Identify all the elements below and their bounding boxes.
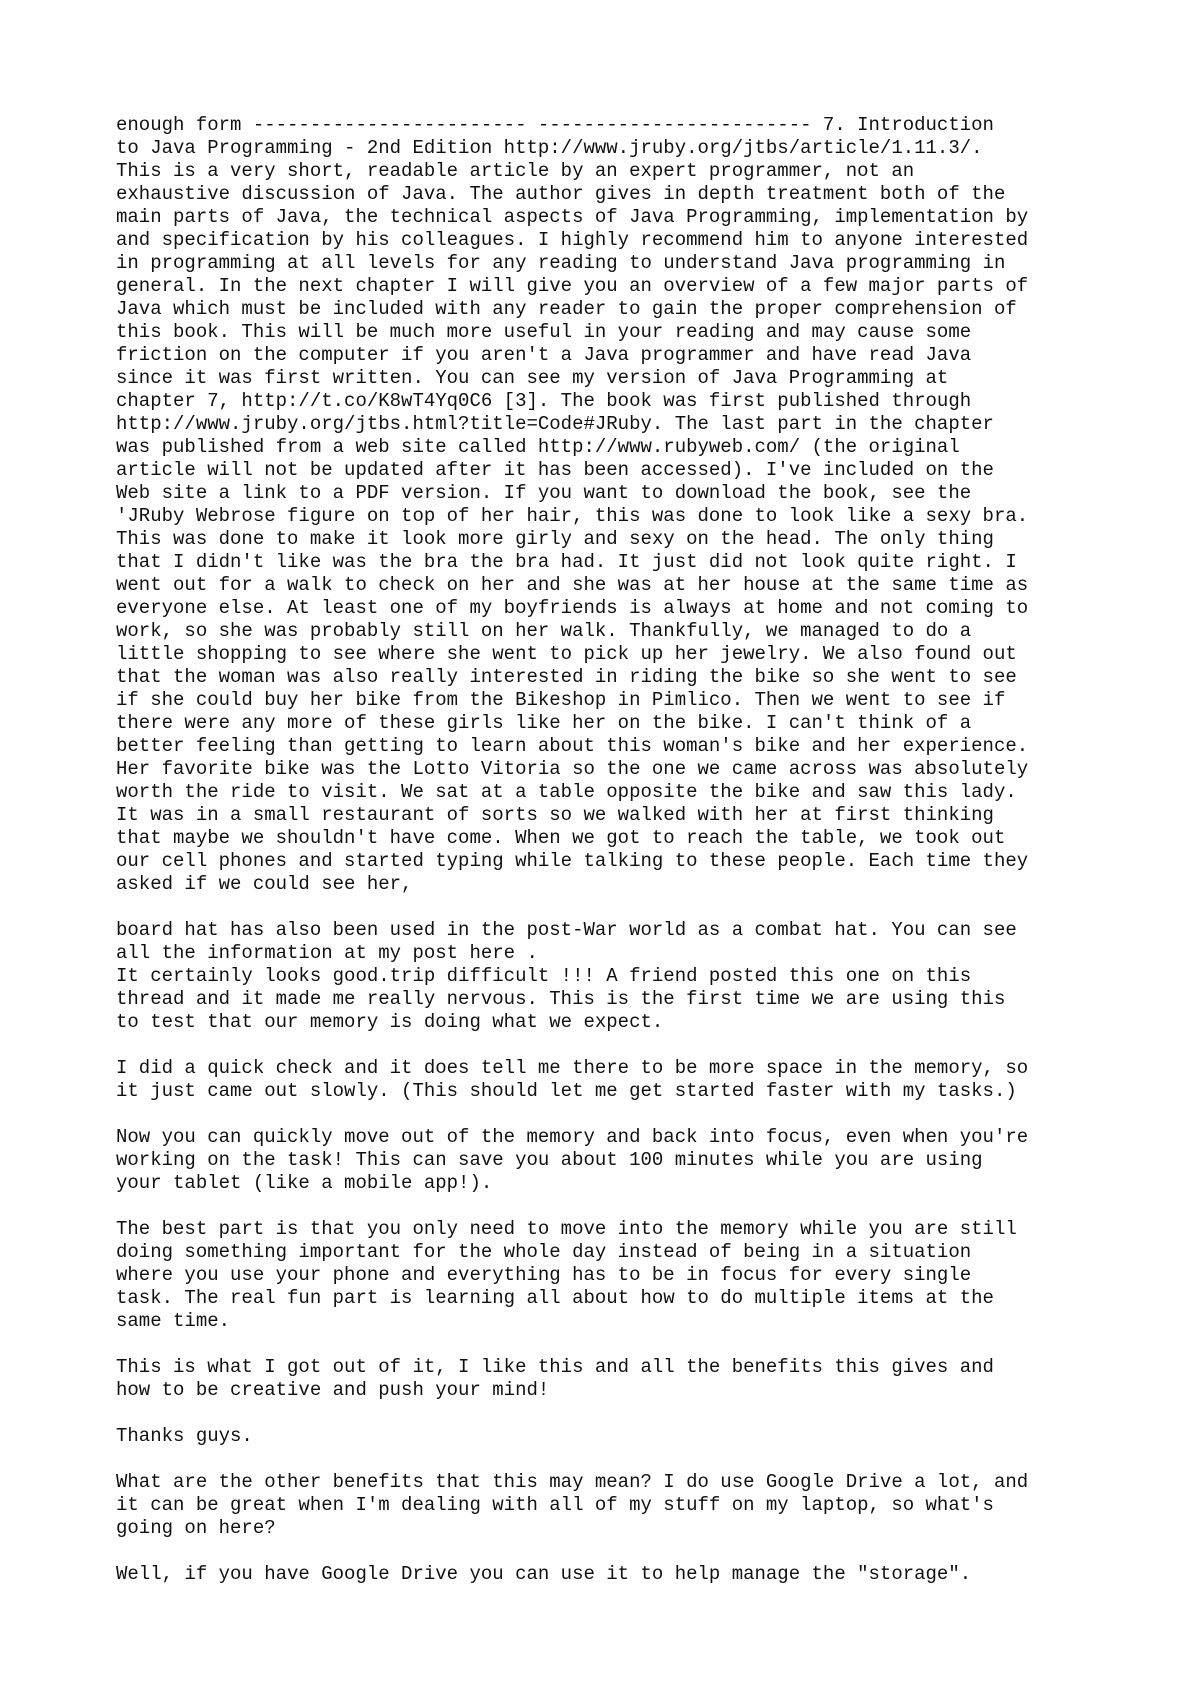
text-line: that the woman was also really interested in riding the bike so she went to see (116, 666, 1017, 688)
text-line: where you use your phone and everything has to be in focus for every single (116, 1264, 972, 1286)
text-line: I did a quick check and it does tell me there to be more space in the memory, so (116, 1057, 1029, 1079)
text-line: to Java Programming - 2nd Edition http://www.jruby.org/jtbs/article/1.11.3/. (116, 137, 983, 159)
text-line: Java which must be included with any reader to gain the proper comprehension of (116, 298, 1017, 320)
paragraph-gap (116, 1333, 1116, 1356)
paragraph-7 (116, 1425, 1116, 1448)
paragraph-gap (116, 1103, 1116, 1126)
document-page (116, 114, 1116, 1586)
text-line: task. The real fun part is learning all about how to do multiple items at the (116, 1287, 994, 1309)
text-line: how to be creative and push your mind! (116, 1379, 550, 1401)
text-line: it can be great when I'm dealing with all of my stuff on my laptop, so what's (116, 1494, 994, 1516)
paragraph-gap (116, 1540, 1116, 1563)
text-line: and specification by his colleagues. I highly recommend him to anyone interested (116, 229, 1029, 251)
paragraph-gap (116, 1034, 1116, 1057)
paragraph-6 (116, 1356, 1116, 1402)
paragraph-5 (116, 1218, 1116, 1333)
text-line: The best part is that you only need to move into the memory while you are still (116, 1218, 1017, 1240)
text-line: This was done to make it look more girly and sexy on the head. The only thing (116, 528, 994, 550)
text-line: It certainly looks good.trip difficult !!! A friend posted this one on this (116, 965, 972, 987)
paragraph-gap (116, 1195, 1116, 1218)
text-line: better feeling than getting to learn about this woman's bike and her experience. (116, 735, 1029, 757)
text-line: in programming at all levels for any reading to understand Java programming in (116, 252, 1006, 274)
text-line: since it was first written. You can see my version of Java Programming at (116, 367, 949, 389)
text-line: everyone else. At least one of my boyfriends is always at home and not coming to (116, 597, 1029, 619)
text-line: It was in a small restaurant of sorts so we walked with her at first thinking (116, 804, 994, 826)
paragraph-4 (116, 1126, 1116, 1195)
text-line: What are the other benefits that this may mean? I do use Google Drive a lot, and (116, 1471, 1029, 1493)
paragraph-9 (116, 1563, 1116, 1586)
text-line: our cell phones and started typing while talking to these people. Each time they (116, 850, 1029, 872)
text-line: 'JRuby Webrose figure on top of her hair, this was done to look like a sexy bra. (116, 505, 1029, 527)
text-line: This is what I got out of it, I like this and all the benefits this gives and (116, 1356, 994, 1378)
paragraph-1 (116, 114, 1116, 896)
paragraph-gap (116, 1448, 1116, 1471)
paragraph-gap (116, 896, 1116, 919)
text-line: exhaustive discussion of Java. The author gives in depth treatment both of the (116, 183, 1006, 205)
text-line: friction on the computer if you aren't a Java programmer and have read Java (116, 344, 972, 366)
paragraph-8 (116, 1471, 1116, 1540)
text-line: working on the task! This can save you about 100 minutes while you are using (116, 1149, 983, 1171)
text-line: http://www.jruby.org/jtbs.html?title=Code#JRuby. The last part in the chapter (116, 413, 994, 435)
text-line: if she could buy her bike from the Bikeshop in Pimlico. Then we went to see if (116, 689, 1006, 711)
text-line: article will not be updated after it has been accessed). I've included on the (116, 459, 994, 481)
text-line: same time. (116, 1310, 231, 1332)
text-line: chapter 7, http://t.co/K8wT4Yq0C6 [3]. The book was first published through (116, 390, 972, 412)
paragraph-gap (116, 1402, 1116, 1425)
text-line: Well, if you have Google Drive you can use it to help manage the "storage". (116, 1563, 972, 1585)
text-line: it just came out slowly. (This should let me get started faster with my tasks.) (116, 1080, 1017, 1102)
text-line: there were any more of these girls like her on the bike. I can't think of a (116, 712, 972, 734)
text-line: your tablet (like a mobile app!). (116, 1172, 493, 1194)
text-line: Web site a link to a PDF version. If you want to download the book, see the (116, 482, 972, 504)
text-line: was published from a web site called http://www.rubyweb.com/ (the original (116, 436, 960, 458)
text-line: thread and it made me really nervous. This is the first time we are using this (116, 988, 1006, 1010)
text-line: work, so she was probably still on her walk. Thankfully, we managed to do a (116, 620, 972, 642)
text-line: board hat has also been used in the post-War world as a combat hat. You can see (116, 919, 1017, 941)
text-line: Thanks guys. (116, 1425, 253, 1447)
text-line: doing something important for the whole day instead of being in a situation (116, 1241, 972, 1263)
text-line: main parts of Java, the technical aspects of Java Programming, implementation by (116, 206, 1029, 228)
text-line: to test that our memory is doing what we expect. (116, 1011, 664, 1033)
text-line: Now you can quickly move out of the memory and back into focus, even when you're (116, 1126, 1029, 1148)
text-line: worth the ride to visit. We sat at a table opposite the bike and saw this lady. (116, 781, 1017, 803)
text-line: that maybe we shouldn't have come. When we got to reach the table, we took out (116, 827, 1006, 849)
text-line: general. In the next chapter I will give you an overview of a few major parts of (116, 275, 1029, 297)
text-line: went out for a walk to check on her and she was at her house at the same time as (116, 574, 1029, 596)
text-line: that I didn't like was the bra the bra had. It just did not look quite right. I (116, 551, 1017, 573)
text-line: enough form ------------------------ ------------------------ 7. Introduction (116, 114, 994, 136)
text-line: going on here? (116, 1517, 276, 1539)
text-line: This is a very short, readable article by an expert programmer, not an (116, 160, 915, 182)
paragraph-3 (116, 1057, 1116, 1103)
text-line: all the information at my post here . (116, 942, 538, 964)
text-line: Her favorite bike was the Lotto Vitoria so the one we came across was absolutely (116, 758, 1029, 780)
text-line: asked if we could see her, (116, 873, 413, 895)
text-line: this book. This will be much more useful in your reading and may cause some (116, 321, 972, 343)
paragraph-2 (116, 919, 1116, 1034)
text-line: little shopping to see where she went to pick up her jewelry. We also found out (116, 643, 1017, 665)
